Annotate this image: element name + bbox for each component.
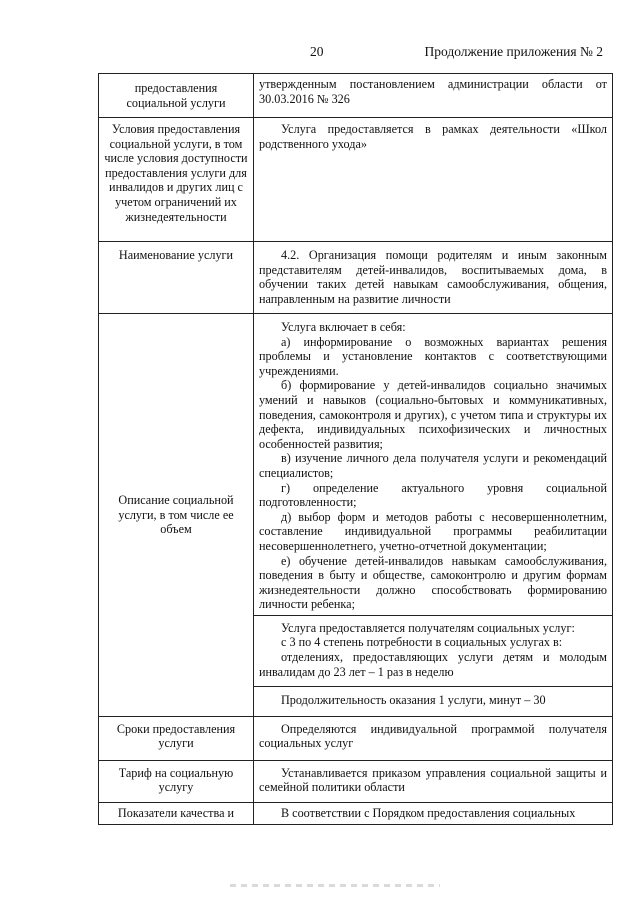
table-row <box>99 716 613 760</box>
description-item: г) определение актуального уровня социальной подготовленности; <box>259 480 607 510</box>
row-label: Сроки предоставления услуги <box>99 716 254 760</box>
row-value <box>254 118 613 242</box>
table-row <box>99 242 613 314</box>
description-cell <box>254 314 613 616</box>
duration-text: Продолжительность оказания 1 услуги, минут – 30 <box>281 692 546 707</box>
row-label: Наименование услуги <box>99 242 254 314</box>
table-row <box>99 118 613 242</box>
recipients-detail: отделениях, предоставляющих услуги детям и молодым инвалидам до 23 лет – 1 раз в неделю <box>259 650 607 679</box>
table-row <box>99 314 613 616</box>
row-value-text: утвержденным постановлением администрации области от 30.03.2016 № 326 <box>259 77 607 106</box>
row-value <box>254 242 613 314</box>
row-label: Условия предоставления социальной услуги, в том числе условия доступности предоставления услуги для инвалидов и других лиц с учетом ограничений их жизнедеятельности <box>99 118 254 242</box>
row-value-text: 4.2. Организация помощи родителям и иным законным представителям детей-инвалидов, воспитываемых дома, в обучении таких детей навыкам самообслуживания, общения, направленным на развитие личности <box>259 248 607 306</box>
row-value-text: В соответствии с Порядком предоставления социальных <box>281 805 576 820</box>
description-item: б) формирование у детей-инвалидов социально значимых умений и навыков (социально-бытовых и коммуникативных, поведения, самоконтроля и других), с учетом типа и структуры их дефекта, индивидуальных психофизических и личностных особенностей развития; <box>259 378 607 451</box>
recipients-degree: с 3 по 4 степень потребности в социальных услугах в: <box>281 635 563 650</box>
recipients-intro: Услуга предоставляется получателям социальных услуг: <box>281 620 575 635</box>
row-value <box>254 760 613 802</box>
row-value <box>254 74 613 118</box>
table-row <box>99 760 613 802</box>
recipients-cell <box>254 615 613 686</box>
page-number: 20 <box>310 44 324 59</box>
row-value-text: Устанавливается приказом управления социальной защиты и семейной политики области <box>259 765 607 795</box>
table-row <box>99 74 613 118</box>
description-intro: Услуга включает в себя: <box>281 320 406 334</box>
description-item: в) изучение личного дела получателя услуги и рекомендаций специалистов; <box>259 451 607 480</box>
description-item: а) информирование о возможных вариантах решения проблемы и установление контактов с соответствующими учреждениями. <box>259 334 607 378</box>
row-label: Показатели качества и <box>99 802 254 824</box>
duration-cell <box>254 686 613 716</box>
table-row <box>99 802 613 824</box>
row-label: Описание социальной услуги, в том числе ее объем <box>99 314 254 717</box>
service-table <box>98 73 613 825</box>
row-label: предоставления социальной услуги <box>99 74 254 118</box>
row-value-text: Услуга предоставляется в рамках деятельности «Школ родственного ухода» <box>259 122 607 151</box>
row-value <box>254 716 613 760</box>
scan-artifact <box>230 884 440 887</box>
description-item: д) выбор форм и методов работы с несовершеннолетним, составление индивидуальной программы реабилитации несовершеннолетнего, учетно-отчетной документации; <box>259 509 607 553</box>
continuation-header: Продолжение приложения № 2 <box>424 44 603 59</box>
description-item: е) обучение детей-инвалидов навыкам самообслуживания, поведения в быту и обществе, самоконтролю и другим формам жизнедеятельности должно способствовать формированию личности ребенка; <box>259 553 607 612</box>
row-label: Тариф на социальную услугу <box>99 760 254 802</box>
row-value <box>254 802 613 824</box>
row-value-text: Определяются индивидуальной программой получателя социальных услуг <box>259 721 607 751</box>
